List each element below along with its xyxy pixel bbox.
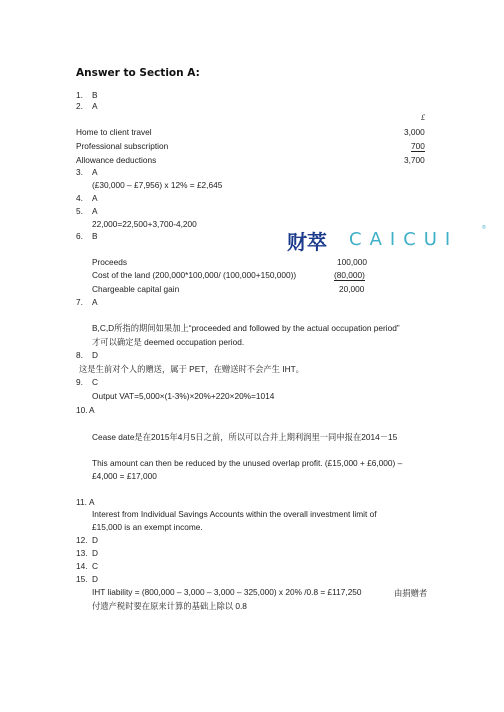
answer-11-explanation: £15,000 is an exempt income. [92,522,203,532]
caicui-logo-chinese: 财萃 [287,230,327,254]
answer-11-explanation: Interest from Individual Savings Accounts within the overall investment limit of [92,509,377,519]
q2-row-label: Professional subscription [76,141,169,151]
answer-12-choice: D [92,535,98,545]
answer-4-number: 4. [76,193,83,203]
answer-10-choice: A [89,405,95,415]
q2-row-value: 3,700 [404,155,425,165]
answer-10-number: 10. [76,405,88,415]
answer-12-number: 12. [76,535,88,545]
answer-15-number: 15. [76,574,88,584]
answer-9-calc: Output VAT=5,000×(1-3%)×20%+220×20%=1014 [92,391,275,401]
answer-15-choice: D [92,574,98,584]
answer-2-number: 2. [76,101,83,111]
answer-7-explanation: 才可以确定是 deemed occupation period. [92,337,245,347]
answer-10-explanation: This amount can then be reduced by the unused overlap profit. (£15,000 + £6,000) – [92,458,403,468]
answer-7-explanation: B,C,D所指的期间如果加上“proceeded and followed by the actual occupation period” [92,323,400,333]
answer-9-number: 9. [76,377,83,387]
answer-14-choice: C [92,561,98,571]
answer-1-number: 1. [76,90,83,100]
answer-14-number: 14. [76,561,88,571]
answer-2-choice: A [92,101,98,111]
answer-6-number: 6. [76,231,83,241]
answer-3-choice: A [92,167,98,177]
answer-9-choice: C [92,377,98,387]
answer-10-explanation: £4,000 = £17,000 [92,471,157,481]
answer-8-number: 8. [76,350,83,360]
caicui-logo-english: CAICUI [349,229,459,250]
answer-15-note: 由捐赠者 [394,588,428,598]
answer-7-choice: A [92,297,98,307]
answer-13-choice: D [92,548,98,558]
q2-row-label: Allowance deductions [76,155,157,165]
q2-row-value: 3,000 [404,127,425,137]
answer-8-choice: D [92,350,98,360]
answer-11-number: 11. [76,497,87,507]
q6-row-value: 100,000 [337,257,367,267]
answer-5-choice: A [92,206,98,216]
answer-8-explanation: 这是生前对个人的赠送，属于 PET，在赠送时不会产生 IHT。 [79,364,304,374]
registered-mark: ® [482,225,486,231]
answer-3-calc: (£30,000 – £7,956) x 12% = £2,645 [92,180,223,190]
answer-10-explanation: Cease date是在2015年4月5日之前，所以可以合并上期利润里一同申报在2014－15 [92,432,398,442]
q2-row-label: Home to client travel [76,127,152,137]
q6-row-value: 20,000 [339,284,365,294]
q6-row-label: Cost of the land (200,000*100,000/ (100,000+150,000)) [92,270,297,280]
q6-row-label: Chargeable capital gain [92,284,180,294]
answer-5-number: 5. [76,206,83,216]
answer-13-number: 13. [76,548,88,558]
answer-1-choice: B [92,90,98,100]
answer-3-number: 3. [76,167,83,177]
caicui-logo [287,225,492,254]
q6-row-value: (80,000) [334,270,365,280]
answer-15-note: 付遗产税时要在原来计算的基础上除以 0.8 [92,601,247,611]
q6-row-label: Proceeds [92,257,128,267]
currency-symbol: £ [421,113,426,122]
answer-4-choice: A [92,193,98,203]
q2-row-value: 700 [411,141,425,151]
page-title: Answer to Section A: [76,67,200,79]
answer-11-choice: A [89,497,95,507]
answer-6-choice: B [92,231,98,241]
answer-7-number: 7. [76,297,83,307]
answer-5-calc: 22,000=22,500+3,700-4,200 [92,219,197,229]
answer-15-calc: IHT liability = (800,000 – 3,000 – 3,000 – 325,000) x 20% /0.8 = £117,250 [92,587,362,597]
